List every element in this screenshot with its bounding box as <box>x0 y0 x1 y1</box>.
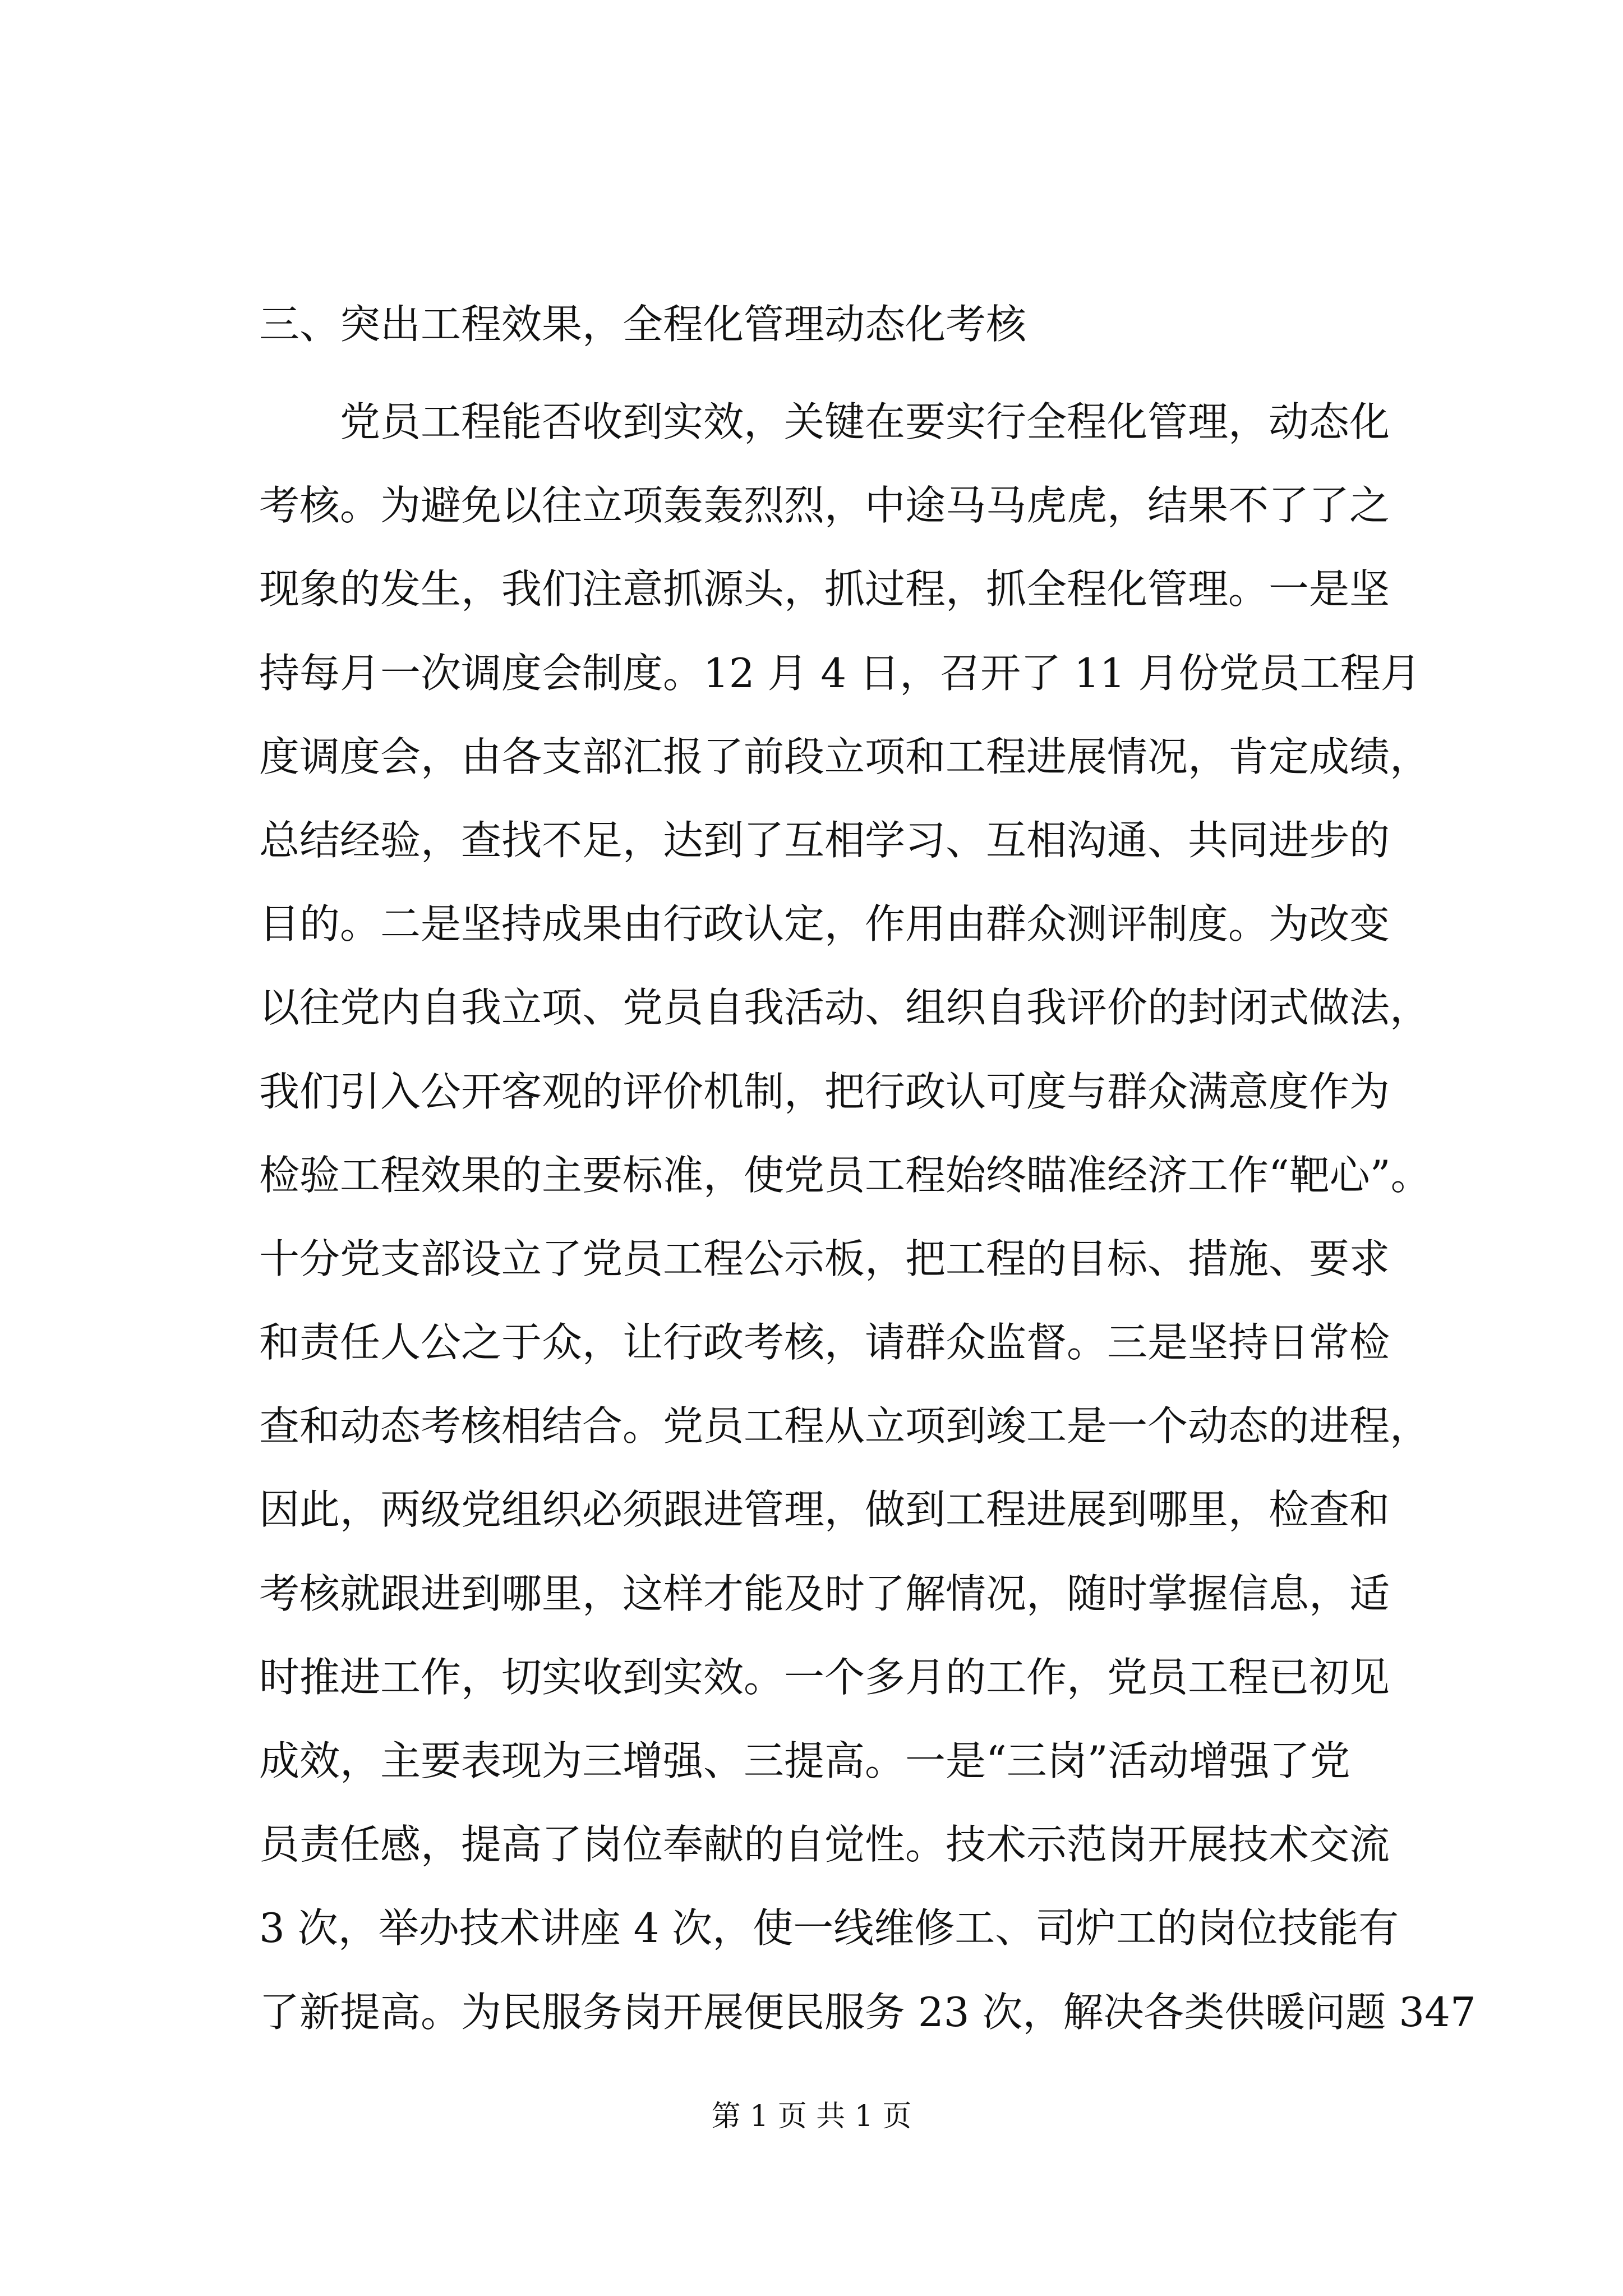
paragraph-line: 以往党内自我立项、党员自我活动、组织自我评价的封闭式做法， <box>259 984 1431 1032</box>
paragraph-line: 员责任感，提高了岗位奉献的自觉性。技术示范岗开展技术交流 <box>259 1821 1390 1869</box>
paragraph-line: 十分党支部设立了党员工程公示板，把工程的目标、措施、要求 <box>259 1235 1390 1282</box>
page-number-footer: 第 1 页 共 1 页 <box>711 2100 912 2133</box>
paragraph-line: 度调度会，由各支部汇报了前段立项和工程进展情况，肯定成绩， <box>259 733 1431 780</box>
paragraph-line: 目的。二是坚持成果由行政认定，作用由群众测评制度。为改变 <box>259 900 1390 948</box>
paragraph-line: 考核。为避免以往立项轰轰烈烈，中途马马虎虎，结果不了了之 <box>259 482 1390 530</box>
paragraph-line: 我们引入公开客观的评价机制，把行政认可度与群众满意度作为 <box>259 1068 1390 1115</box>
paragraph-line: 因此，两级党组织必须跟进管理，做到工程进展到哪里，检查和 <box>259 1486 1390 1534</box>
paragraph-line: 现象的发生，我们注意抓源头，抓过程，抓全程化管理。一是坚 <box>259 565 1390 613</box>
paragraph-line: 了新提高。为民服务岗开展便民服务 23 次，解决各类供暖问题 347 <box>259 1988 1476 2036</box>
paragraph-line: 3 次，举办技术讲座 4 次，使一线维修工、司炉工的岗位技能有 <box>259 1904 1399 1952</box>
body-paragraph <box>259 380 1476 2054</box>
section-heading: 三、突出工程效果，全程化管理动态化考核 <box>259 301 1027 348</box>
paragraph-line: 查和动态考核相结合。党员工程从立项到竣工是一个动态的进程， <box>259 1402 1431 1450</box>
paragraph-line: 党员工程能否收到实效，关键在要实行全程化管理，动态化 <box>340 398 1390 445</box>
paragraph-line: 考核就跟进到哪里，这样才能及时了解情况，随时掌握信息，适 <box>259 1570 1390 1617</box>
paragraph-line: 总结经验，查找不足，达到了互相学习、互相沟通、共同进步的 <box>259 816 1390 864</box>
paragraph-line: 检验工程效果的主要标准，使党员工程始终瞄准经济工作“靶心”。 <box>259 1151 1431 1199</box>
paragraph-line: 时推进工作，切实收到实效。一个多月的工作，党员工程已初见 <box>259 1653 1390 1701</box>
paragraph-line: 持每月一次调度会制度。12 月 4 日，召开了 11 月份党员工程月 <box>259 649 1421 697</box>
paragraph-line: 和责任人公之于众，让行政考核，请群众监督。三是坚持日常检 <box>259 1319 1390 1366</box>
paragraph-line: 成效，主要表现为三增强、三提高。一是“三岗”活动增强了党 <box>259 1737 1350 1784</box>
